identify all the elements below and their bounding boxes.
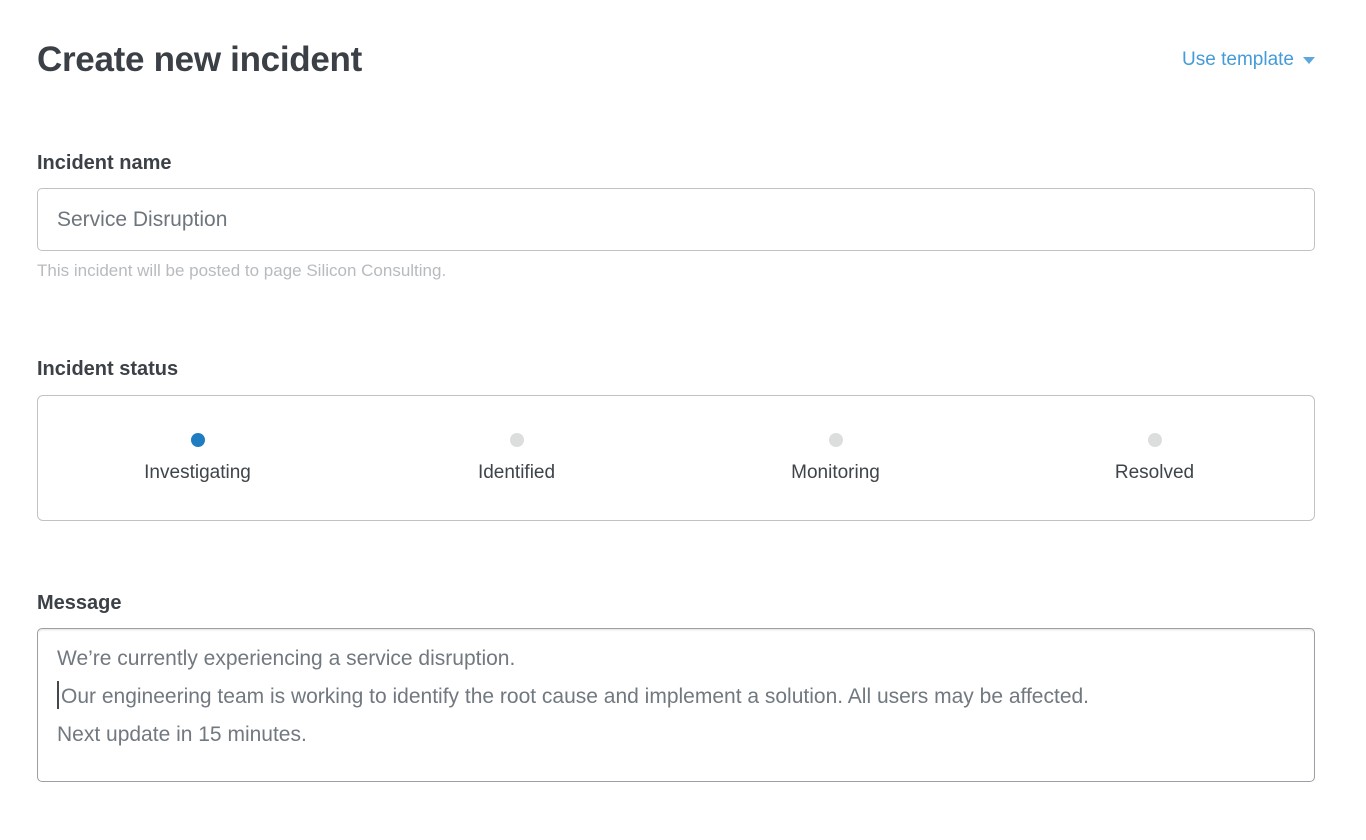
status-option-identified[interactable] bbox=[357, 433, 676, 484]
message-section bbox=[37, 592, 1315, 782]
status-selector bbox=[37, 395, 1315, 521]
message-line: Our engineering team is working to identify the root cause and implement a solution. All users may be affected. bbox=[57, 678, 1295, 716]
message-textarea[interactable] bbox=[37, 628, 1315, 782]
page-title: Create new incident bbox=[37, 40, 362, 79]
incident-status-section bbox=[37, 358, 1315, 521]
status-option-investigating[interactable] bbox=[38, 433, 357, 484]
status-option-label: Monitoring bbox=[791, 461, 880, 483]
status-option-label: Resolved bbox=[1114, 461, 1195, 483]
incident-name-input[interactable] bbox=[37, 188, 1315, 251]
use-template-dropdown[interactable] bbox=[1182, 49, 1315, 71]
page-header bbox=[37, 40, 1315, 80]
message-label: Message bbox=[37, 592, 122, 614]
status-option-label: Identified bbox=[477, 461, 556, 483]
message-line: We’re currently experiencing a service disruption. bbox=[57, 647, 516, 670]
status-radio-dot bbox=[191, 433, 205, 447]
status-option-label: Investigating bbox=[144, 461, 251, 483]
text-caret bbox=[57, 681, 59, 709]
status-option-resolved[interactable] bbox=[995, 433, 1314, 484]
incident-name-section bbox=[37, 152, 1315, 281]
use-template-label: Use template bbox=[1182, 49, 1294, 70]
incident-status-label: Incident status bbox=[37, 358, 179, 380]
message-line: Next update in 15 minutes. bbox=[57, 723, 307, 746]
status-radio-dot bbox=[510, 433, 524, 447]
create-incident-page bbox=[0, 40, 1366, 782]
status-radio-dot bbox=[829, 433, 843, 447]
status-radio-dot bbox=[1148, 433, 1162, 447]
incident-name-helper: This incident will be posted to page Silicon Consulting. bbox=[37, 261, 447, 280]
status-option-monitoring[interactable] bbox=[676, 433, 995, 484]
incident-name-label: Incident name bbox=[37, 152, 172, 174]
chevron-down-icon bbox=[1303, 57, 1315, 64]
